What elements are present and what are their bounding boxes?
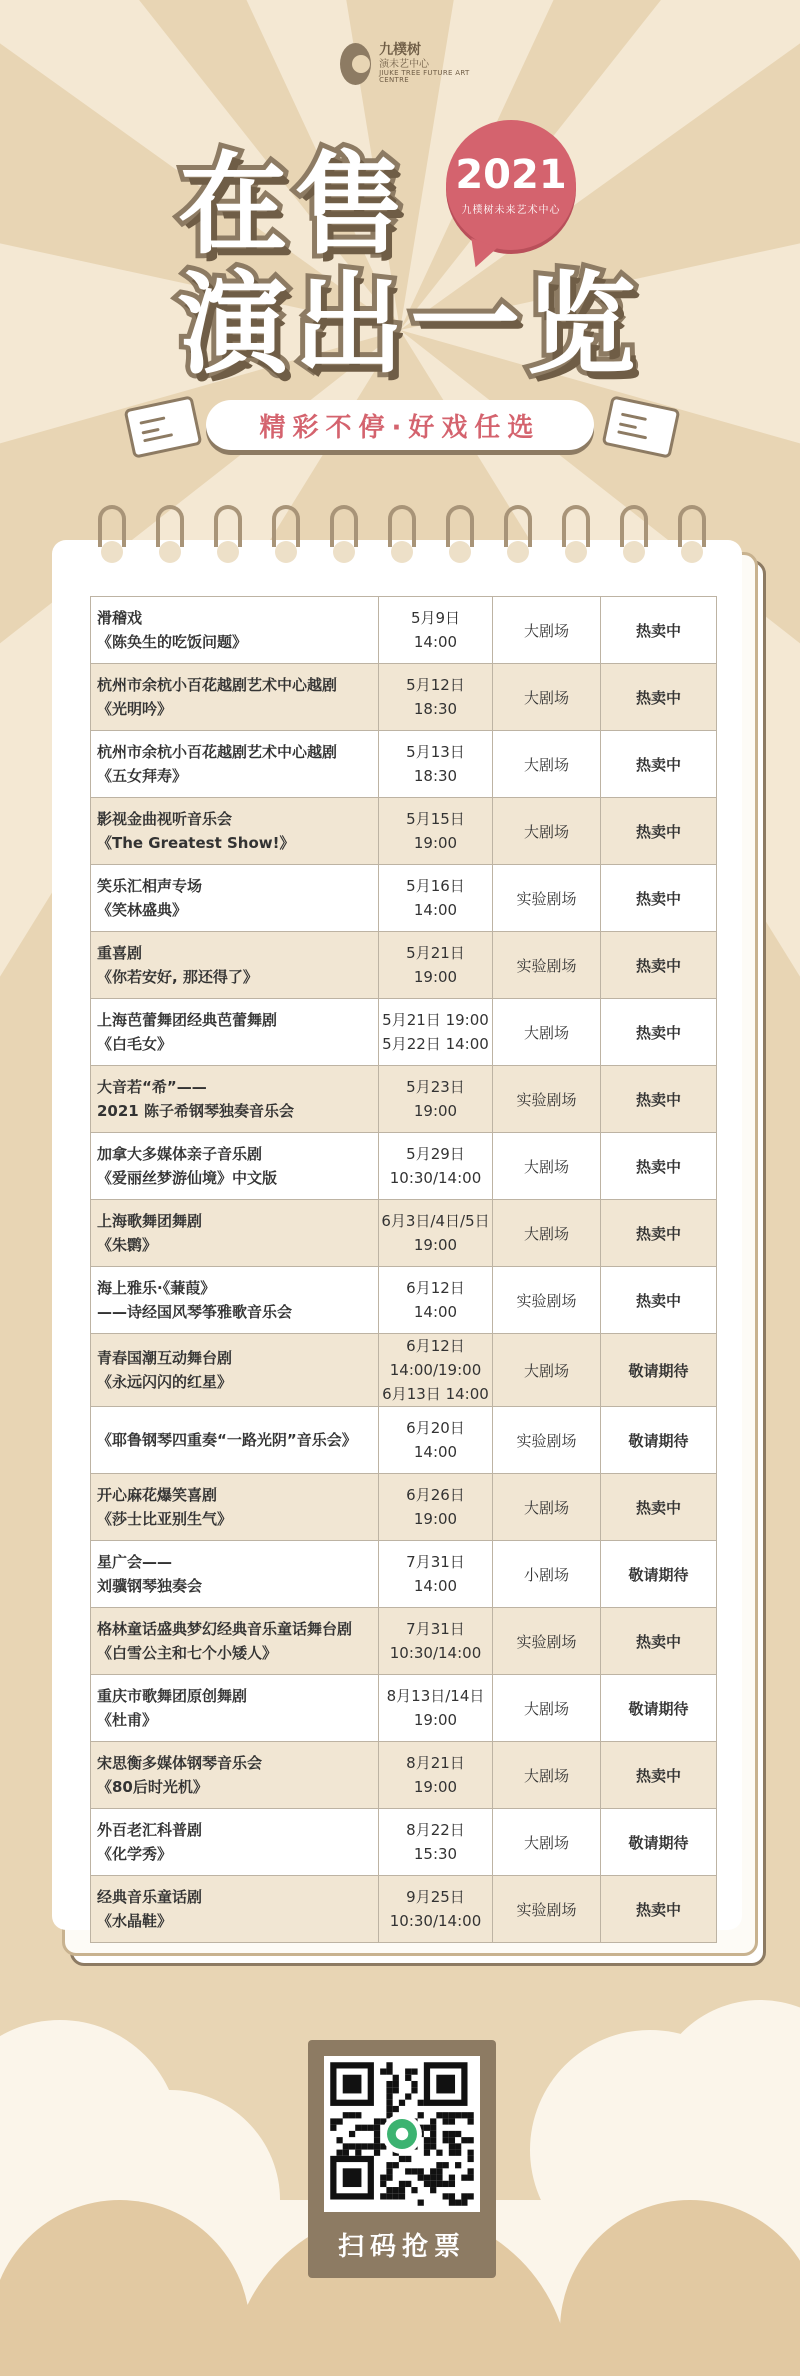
brand-english: JIUKE TREE FUTURE ART CENTRE — [379, 68, 470, 85]
show-venue-cell: 大剧场 — [493, 1675, 601, 1742]
show-time-cell — [379, 1876, 493, 1943]
show-time-line: 6月12日 14:00/19:00 — [389, 1337, 482, 1379]
show-title-line: 宋思衡多媒体钢琴音乐会 — [97, 1754, 263, 1772]
show-title-line: 加拿大多媒体亲子音乐剧 — [97, 1145, 263, 1163]
show-name-cell — [91, 1742, 379, 1809]
show-title-line: 《化学秀》 — [97, 1845, 173, 1863]
show-venue-cell: 大剧场 — [493, 1809, 601, 1876]
show-title-line: 《80后时光机》 — [97, 1778, 208, 1796]
binder-ring — [620, 505, 648, 563]
show-time-line: 14:00 — [413, 1577, 458, 1595]
show-row — [91, 1334, 717, 1407]
show-status-cell[interactable]: 热卖中 — [601, 597, 717, 664]
show-venue-cell: 实验剧场 — [493, 1267, 601, 1334]
show-time-line: 18:30 — [413, 700, 458, 718]
show-status-cell[interactable]: 敬请期待 — [601, 1407, 717, 1474]
binder-ring — [562, 505, 590, 563]
show-title-line: 杭州市余杭小百花越剧艺术中心越剧 — [97, 676, 338, 694]
qr-code[interactable] — [324, 2056, 480, 2212]
binder-ring — [678, 505, 706, 563]
show-name-cell — [91, 1474, 379, 1541]
show-time-line: 5月16日 — [406, 877, 465, 895]
show-time-cell — [379, 1334, 493, 1407]
show-row — [91, 1541, 717, 1608]
show-status-cell[interactable]: 热卖中 — [601, 932, 717, 999]
show-row — [91, 1809, 717, 1876]
show-status-cell[interactable]: 敬请期待 — [601, 1809, 717, 1876]
show-row — [91, 932, 717, 999]
show-title-line: 《莎士比亚别生气》 — [97, 1510, 233, 1528]
show-status-cell[interactable]: 热卖中 — [601, 1876, 717, 1943]
show-time-cell — [379, 1809, 493, 1876]
show-time-line: 5月12日 — [406, 676, 465, 694]
show-title-line: 海上雅乐·《蒹葭》 — [97, 1279, 216, 1297]
show-time-line: 10:30/14:00 — [389, 1644, 482, 1662]
show-name-cell — [91, 1133, 379, 1200]
show-time-line: 5月21日 — [406, 944, 465, 962]
show-venue-cell: 大剧场 — [493, 999, 601, 1066]
show-title-line: 《你若安好, 那还得了》 — [97, 968, 258, 986]
show-venue-cell: 实验剧场 — [493, 1066, 601, 1133]
show-time-cell — [379, 1267, 493, 1334]
show-row — [91, 1675, 717, 1742]
show-title-line: 《光明吟》 — [97, 700, 173, 718]
show-name-cell — [91, 1608, 379, 1675]
show-title-line: 《耶鲁钢琴四重奏“一路光阴”音乐会》 — [97, 1431, 357, 1449]
show-venue-cell: 大剧场 — [493, 1334, 601, 1407]
show-title-line: 《朱鹮》 — [97, 1236, 158, 1254]
show-time-line: 8月21日 — [406, 1754, 465, 1772]
show-row — [91, 597, 717, 664]
show-venue-cell: 实验剧场 — [493, 1876, 601, 1943]
show-row — [91, 1876, 717, 1943]
brand-logo-mark — [340, 43, 371, 85]
show-venue-cell: 实验剧场 — [493, 1608, 601, 1675]
show-title-line: 杭州市余杭小百花越剧艺术中心越剧 — [97, 743, 338, 761]
show-title-line: 《笑林盛典》 — [97, 901, 188, 919]
show-time-cell — [379, 1541, 493, 1608]
show-time-line: 19:00 — [413, 1711, 458, 1729]
show-title-line: 开心麻花爆笑喜剧 — [97, 1486, 218, 1504]
show-venue-cell: 小剧场 — [493, 1541, 601, 1608]
show-time-cell — [379, 1066, 493, 1133]
show-time-line: 19:00 — [413, 1236, 458, 1254]
title-line-1: 在售 — [178, 141, 410, 269]
show-time-line: 6月26日 — [406, 1486, 465, 1504]
show-title-line: 2021 陈子希钢琴独奏音乐会 — [97, 1102, 294, 1120]
show-time-line: 5月15日 — [406, 810, 465, 828]
show-title-line: 《白雪公主和七个小矮人》 — [97, 1644, 278, 1662]
show-venue-cell: 大剧场 — [493, 1474, 601, 1541]
show-row — [91, 731, 717, 798]
show-time-line: 19:00 — [413, 1510, 458, 1528]
show-title-line: 笑乐汇相声专场 — [97, 877, 203, 895]
show-time-line: 18:30 — [413, 767, 458, 785]
show-time-cell — [379, 1608, 493, 1675]
show-title-line: 重庆市歌舞团原创舞剧 — [97, 1687, 248, 1705]
qr-ticket-panel[interactable] — [308, 2040, 496, 2278]
show-time-line: 6月3日/4日/5日 — [381, 1212, 490, 1230]
show-title-line: 《白毛女》 — [97, 1035, 173, 1053]
show-time-cell — [379, 798, 493, 865]
show-row — [91, 1066, 717, 1133]
show-status-cell[interactable]: 敬请期待 — [601, 1541, 717, 1608]
show-status-cell[interactable]: 热卖中 — [601, 1474, 717, 1541]
show-row — [91, 1267, 717, 1334]
show-time-cell — [379, 597, 493, 664]
show-time-cell — [379, 1742, 493, 1809]
show-time-line: 7月31日 — [406, 1620, 465, 1638]
show-title-line: 外百老汇科普剧 — [97, 1821, 203, 1839]
show-venue-cell: 实验剧场 — [493, 932, 601, 999]
show-title-line: 青春国潮互动舞台剧 — [97, 1349, 233, 1367]
show-venue-cell: 大剧场 — [493, 731, 601, 798]
show-name-cell — [91, 1066, 379, 1133]
show-name-cell — [91, 1675, 379, 1742]
show-row — [91, 999, 717, 1066]
show-status-cell[interactable]: 敬请期待 — [601, 1675, 717, 1742]
show-name-cell — [91, 597, 379, 664]
show-time-line: 5月13日 — [406, 743, 465, 761]
binder-ring — [98, 505, 126, 563]
show-name-cell — [91, 1407, 379, 1474]
binder-ring — [272, 505, 300, 563]
show-time-cell — [379, 1407, 493, 1474]
show-title-line: 《爱丽丝梦游仙境》中文版 — [97, 1169, 278, 1187]
show-name-cell — [91, 865, 379, 932]
show-time-line: 15:30 — [413, 1845, 458, 1863]
show-time-cell — [379, 731, 493, 798]
show-title-line: 大音若“希”—— — [97, 1078, 207, 1096]
show-time-line: 5月29日 — [406, 1145, 465, 1163]
show-status-cell[interactable]: 热卖中 — [601, 1742, 717, 1809]
show-schedule-table — [90, 596, 717, 1943]
show-status-cell[interactable]: 热卖中 — [601, 1608, 717, 1675]
show-time-line: 5月22日 14:00 — [382, 1035, 489, 1053]
brand-name: 九樸树 — [379, 42, 422, 59]
show-time-line: 19:00 — [413, 1778, 458, 1796]
show-time-line: 8月13日/14日 — [386, 1687, 485, 1705]
show-venue-cell: 大剧场 — [493, 1200, 601, 1267]
show-name-cell — [91, 798, 379, 865]
binder-ring — [156, 505, 184, 563]
binder-ring — [504, 505, 532, 563]
show-time-line: 6月13日 14:00 — [382, 1385, 489, 1403]
badge-subtitle: 九樸树未来艺术中心 — [461, 204, 561, 216]
show-title-line: 《陈奂生的吃饭问题》 — [97, 633, 248, 651]
show-title-line: 经典音乐童话剧 — [97, 1888, 203, 1906]
show-title-line: 《水晶鞋》 — [97, 1912, 173, 1930]
show-row — [91, 664, 717, 731]
binder-ring — [446, 505, 474, 563]
show-status-cell[interactable]: 热卖中 — [601, 1200, 717, 1267]
show-row — [91, 1133, 717, 1200]
show-name-cell — [91, 1267, 379, 1334]
show-time-line: 14:00 — [413, 901, 458, 919]
show-time-line: 8月22日 — [406, 1821, 465, 1839]
show-time-line: 9月25日 — [406, 1888, 465, 1906]
show-time-line: 10:30/14:00 — [389, 1169, 482, 1187]
show-title-line: 上海歌舞团舞剧 — [97, 1212, 203, 1230]
show-time-line: 5月9日 — [410, 609, 461, 627]
show-row — [91, 798, 717, 865]
qr-caption: 扫码抢票 — [337, 2232, 466, 2262]
show-time-line: 14:00 — [413, 633, 458, 651]
show-title-line: 滑稽戏 — [97, 609, 143, 627]
show-title-line: 格林童话盛典梦幻经典音乐童话舞台剧 — [97, 1620, 353, 1638]
show-name-cell — [91, 664, 379, 731]
show-name-cell — [91, 1809, 379, 1876]
show-time-cell — [379, 1200, 493, 1267]
show-row — [91, 1474, 717, 1541]
show-name-cell — [91, 932, 379, 999]
show-status-cell[interactable]: 热卖中 — [601, 1066, 717, 1133]
show-title-line: 《杜甫》 — [97, 1711, 158, 1729]
show-title-line: 上海芭蕾舞团经典芭蕾舞剧 — [97, 1011, 278, 1029]
show-name-cell — [91, 731, 379, 798]
show-time-cell — [379, 932, 493, 999]
show-venue-cell: 大剧场 — [493, 597, 601, 664]
show-row — [91, 1608, 717, 1675]
show-title-line: 星广会—— — [97, 1553, 173, 1571]
brand-subtitle: 演未艺中心 — [379, 58, 430, 70]
show-title-line: ——诗经国风琴筝雅歌音乐会 — [97, 1303, 293, 1321]
show-title-line: 《永远闪闪的红星》 — [97, 1373, 233, 1391]
show-time-line: 10:30/14:00 — [389, 1912, 482, 1930]
show-name-cell — [91, 1541, 379, 1608]
show-time-line: 19:00 — [413, 968, 458, 986]
show-name-cell — [91, 999, 379, 1066]
show-row — [91, 1742, 717, 1809]
show-status-cell[interactable]: 热卖中 — [601, 1267, 717, 1334]
show-venue-cell: 实验剧场 — [493, 1407, 601, 1474]
binder-ring — [330, 505, 358, 563]
show-time-cell — [379, 999, 493, 1066]
show-venue-cell: 大剧场 — [493, 1133, 601, 1200]
badge-year: 2021 — [455, 151, 567, 198]
show-venue-cell: 实验剧场 — [493, 865, 601, 932]
show-time-line: 5月21日 19:00 — [382, 1011, 489, 1029]
show-title-line: 刘骥钢琴独奏会 — [97, 1577, 203, 1595]
show-name-cell — [91, 1200, 379, 1267]
show-status-cell[interactable]: 热卖中 — [601, 798, 717, 865]
show-row — [91, 865, 717, 932]
show-title-line: 《五女拜寿》 — [97, 767, 188, 785]
show-time-cell — [379, 865, 493, 932]
show-title-line: 影视金曲视听音乐会 — [97, 810, 233, 828]
show-title-line: 《The Greatest Show!》 — [97, 834, 295, 852]
show-status-cell[interactable]: 热卖中 — [601, 731, 717, 798]
year-badge — [446, 120, 576, 250]
show-status-cell[interactable]: 热卖中 — [601, 999, 717, 1066]
show-time-line: 19:00 — [413, 1102, 458, 1120]
show-time-line: 14:00 — [413, 1443, 458, 1461]
show-venue-cell: 大剧场 — [493, 664, 601, 731]
show-time-line: 14:00 — [413, 1303, 458, 1321]
show-name-cell — [91, 1334, 379, 1407]
show-venue-cell: 大剧场 — [493, 798, 601, 865]
show-row — [91, 1407, 717, 1474]
show-row — [91, 1200, 717, 1267]
binder-ring — [214, 505, 242, 563]
show-status-cell[interactable]: 敬请期待 — [601, 1334, 717, 1407]
show-title-line: 重喜剧 — [97, 944, 143, 962]
show-time-cell — [379, 1675, 493, 1742]
slogan-pill: 精彩不停·好戏任选 — [206, 400, 594, 450]
show-time-cell — [379, 1133, 493, 1200]
show-time-line: 5月23日 — [406, 1078, 465, 1096]
title-line-2: 演出一览 — [178, 261, 642, 389]
show-status-cell[interactable]: 热卖中 — [601, 865, 717, 932]
show-time-line: 6月20日 — [406, 1419, 465, 1437]
show-time-cell — [379, 1474, 493, 1541]
show-time-line: 6月12日 — [406, 1279, 465, 1297]
show-venue-cell: 大剧场 — [493, 1742, 601, 1809]
show-status-cell[interactable]: 热卖中 — [601, 1133, 717, 1200]
brand-logo — [340, 34, 470, 94]
show-name-cell — [91, 1876, 379, 1943]
show-time-cell — [379, 664, 493, 731]
show-time-line: 19:00 — [413, 834, 458, 852]
show-status-cell[interactable]: 热卖中 — [601, 664, 717, 731]
binder-ring — [388, 505, 416, 563]
show-time-line: 7月31日 — [406, 1553, 465, 1571]
